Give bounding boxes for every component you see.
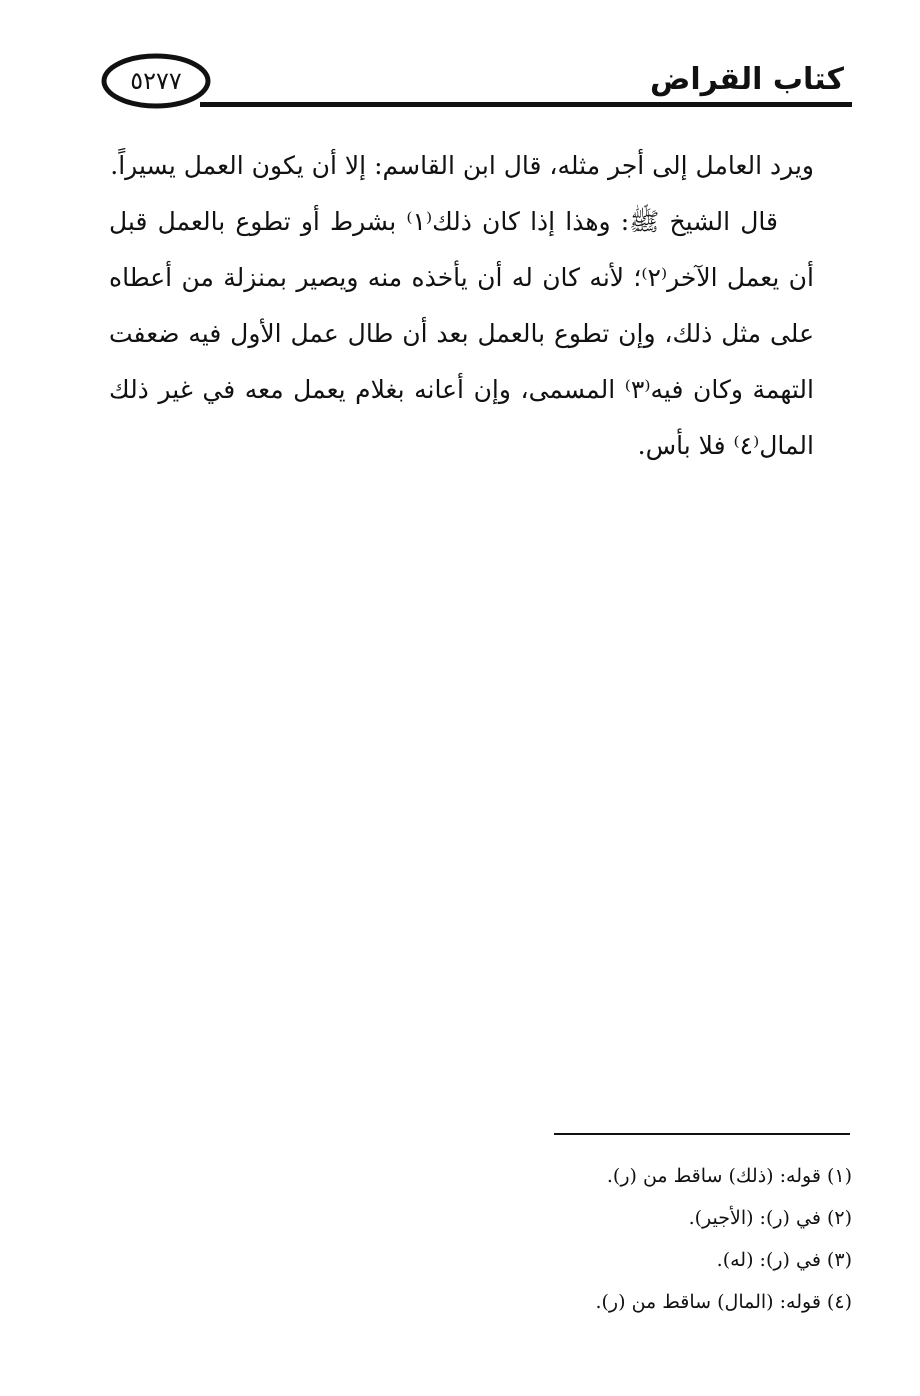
- running-title: كتاب القراض: [650, 62, 844, 97]
- footnote: (٢) في (ر): (الأجير).: [688, 1207, 852, 1229]
- header-rule: [200, 102, 852, 107]
- footnote: (١) قوله: (ذلك) ساقط من (ر).: [606, 1165, 852, 1187]
- footnote: (٣) في (ر): (له).: [716, 1249, 852, 1271]
- paragraph: ويرد العامل إلى أجر مثله، قال ابن القاسم: إلا أن يكون العمل يسيراً.: [110, 151, 814, 180]
- page-header: [100, 48, 852, 120]
- page-number: ٥٢٧٧: [130, 67, 182, 95]
- paragraph: قال الشيخ ﷺ: وهذا إذا كان ذلك⁽١⁾ بشرط أو تطوع بالعمل قبل أن يعمل الآخر⁽٢⁾؛ لأنه كان له أن يأخذه منه ويصير بمنزلة من أعطاه على مثل ذلك، وإن تطوع بالعمل بعد أن طال عمل الأول فيه ضعفت التهمة وكان فيه⁽٣⁾ المسمى، وإن أعانه بغلام يعمل معه في غير ذلك المال⁽٤⁾ فلا بأس.: [109, 207, 814, 460]
- page-number-badge: [100, 52, 212, 110]
- main-text: [109, 138, 814, 474]
- footnotes: [352, 1155, 852, 1323]
- footnote: (٤) قوله: (المال) ساقط من (ر).: [595, 1291, 852, 1313]
- footnote-separator: [554, 1133, 850, 1135]
